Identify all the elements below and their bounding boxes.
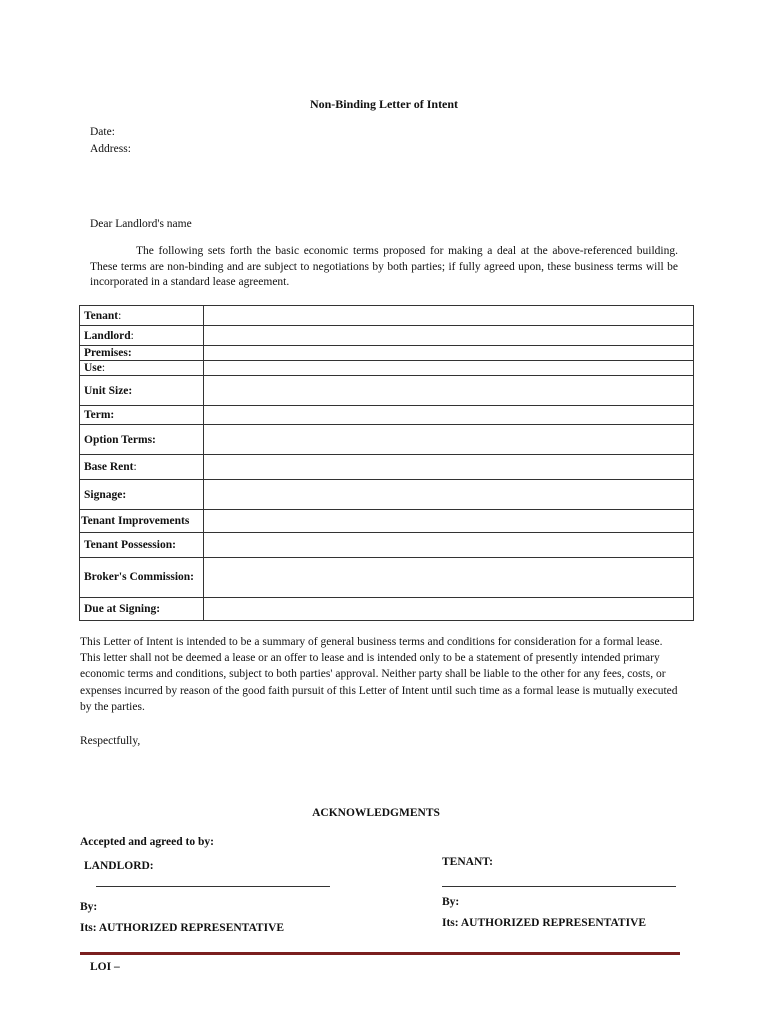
- table-row: [80, 510, 694, 533]
- term-label: Premises:: [80, 346, 204, 361]
- table-row: [80, 326, 694, 346]
- table-row: [80, 376, 694, 406]
- term-label: Use:: [80, 361, 204, 376]
- term-value-cell[interactable]: [204, 326, 694, 346]
- address-label: Address:: [90, 143, 131, 155]
- term-label: Term:: [80, 406, 204, 425]
- closing: Respectfully,: [80, 735, 141, 747]
- term-label: Tenant:: [80, 306, 204, 326]
- term-label: Signage:: [80, 480, 204, 510]
- term-value-cell[interactable]: [204, 558, 694, 598]
- term-label: Unit Size:: [80, 376, 204, 406]
- footer-rule: [80, 952, 680, 955]
- summary-paragraph: This Letter of Intent is intended to be a summary of general business terms and conditions for consideration for a formal lease. This letter shall not be deemed a lease or an offer to lease and is intended only to be a statement of presently intended primary economic terms and conditions, subject to both parties' approval. Neither party shall be liable to the other for any fees, costs, or expenses incurred by reason of the good faith pursuit of this Letter of Intent until such time as a formal lease is mutually executed by the parties.: [80, 636, 678, 713]
- table-row: [80, 361, 694, 376]
- term-label: Option Terms:: [80, 425, 204, 455]
- term-value-cell[interactable]: [204, 480, 694, 510]
- table-row: [80, 533, 694, 558]
- landlord-signature-line[interactable]: [96, 886, 330, 887]
- salutation: Dear Landlord's name: [90, 218, 192, 230]
- term-value-cell[interactable]: [204, 425, 694, 455]
- term-value-cell[interactable]: [204, 376, 694, 406]
- table-row: [80, 455, 694, 480]
- table-row: [80, 480, 694, 510]
- term-value-cell[interactable]: [204, 406, 694, 425]
- term-label: Broker's Commission:: [80, 558, 204, 598]
- term-value-cell[interactable]: [204, 598, 694, 621]
- term-value-cell[interactable]: [204, 455, 694, 480]
- tenant-signature-line[interactable]: [442, 886, 676, 887]
- term-value-cell[interactable]: [204, 361, 694, 376]
- table-row: [80, 558, 694, 598]
- tenant-its-label: Its: AUTHORIZED REPRESENTATIVE: [442, 917, 647, 929]
- acknowledgments-heading: ACKNOWLEDGMENTS: [312, 807, 440, 819]
- term-value-cell[interactable]: [204, 306, 694, 326]
- landlord-by-label: By:: [80, 901, 98, 913]
- term-value-cell[interactable]: [204, 510, 694, 533]
- table-row: [80, 346, 694, 361]
- term-value-cell[interactable]: [204, 533, 694, 558]
- term-label: Base Rent:: [80, 455, 204, 480]
- document-title: Non-Binding Letter of Intent: [309, 97, 459, 111]
- intro-paragraph: The following sets forth the basic economic terms proposed for making a deal at the above-referenced building. These terms are non-binding and are subject to negotiations by both parties; if fully agreed upon, these business terms will be incorporated in a standard lease agreement.: [90, 245, 678, 288]
- landlord-its-label: Its: AUTHORIZED REPRESENTATIVE: [80, 922, 285, 934]
- term-label: Tenant Possession:: [80, 533, 204, 558]
- term-label: Landlord:: [80, 326, 204, 346]
- table-row: [80, 306, 694, 326]
- landlord-label: LANDLORD:: [84, 860, 154, 872]
- date-label: Date:: [90, 126, 115, 138]
- tenant-by-label: By:: [442, 896, 460, 908]
- table-row: [80, 598, 694, 621]
- term-value-cell[interactable]: [204, 346, 694, 361]
- table-row: [80, 406, 694, 425]
- term-label: Tenant Improvements: [80, 510, 204, 533]
- terms-table: [79, 305, 694, 621]
- table-row: [80, 425, 694, 455]
- footer-text: LOI –: [90, 961, 120, 973]
- term-label: Due at Signing:: [80, 598, 204, 621]
- tenant-label: TENANT:: [442, 856, 493, 868]
- accepted-label: Accepted and agreed to by:: [80, 836, 214, 848]
